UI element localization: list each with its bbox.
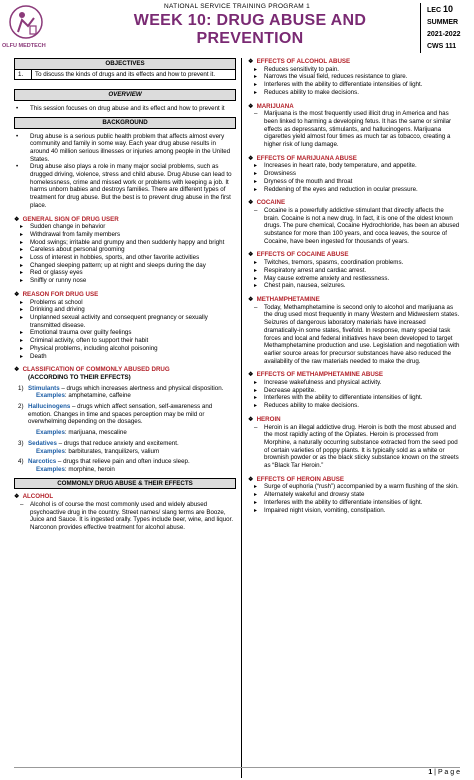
lecture-meta bbox=[420, 3, 460, 53]
list-item: ▸ Alternately wakeful and drowsy state bbox=[248, 491, 460, 499]
list-item: – Cocaine is a powerfully addictive stimulant that directly affects the brain. Cocaine is not a new drug. In fact, it is one of the oldest known drugs. The pure chemical, Cocaine Hydrochloride, has been an abused substance for more than 100 years, and coca leaves, the source of Cocaine, have been ingested for thousands of years. bbox=[248, 207, 460, 246]
background-heading: BACKGROUND bbox=[14, 117, 236, 129]
class-example: Examples: morphine, heroin bbox=[36, 465, 115, 473]
list-item: ▸ Increases in heart rate, body temperature, and appetite. bbox=[248, 162, 460, 170]
diamond-bullet-icon: ❖ bbox=[248, 295, 254, 303]
section-list bbox=[248, 483, 460, 514]
alcohol-text: – Alcohol is of course the most commonly used and widely abused psychoactive drug in the country. Street names/ slang terms are Booze, Juice and Sauce. It is ingested orally. Types include beer, wine, and liquor. Narconon provides effective treatment for alcohol abuse. bbox=[14, 501, 236, 532]
background-item: • Drug abuse is a serious public health problem that affects almost every community and family in some way. Each year drug abuse results in around 40 million serious illnesses or injuries among people in the United States. bbox=[14, 133, 236, 164]
list-item: ▸ Unplanned sexual activity and consequent pregnancy or sexually transmitted disease. bbox=[14, 314, 236, 329]
page-header bbox=[0, 0, 474, 56]
diamond-bullet-icon: ❖ bbox=[248, 102, 254, 110]
section-list bbox=[248, 110, 460, 149]
section-heading: ❖ EFFECTS OF METHAMPHETAMINE ABUSE bbox=[248, 371, 384, 379]
school-year: 2021-2022 bbox=[427, 31, 461, 38]
objective-text: To discuss the kinds of drugs and its effects and how to prevent it. bbox=[32, 69, 236, 80]
section-heading: ❖ HEROIN bbox=[248, 415, 281, 423]
list-item: – Marijuana is the most frequently used illicit drug in America and has been linked to harming a developing fetus. It has the same or similar effects as depressants, stimulants, and hallucinogens. Marijuana cigarettes yield almost four times as much tar as tobacco, creating a higher risk of lung damage. bbox=[248, 110, 460, 149]
diamond-bullet-icon: ❖ bbox=[248, 154, 254, 162]
section-heading: ❖ EFFECTS OF HEROIN ABUSE bbox=[248, 475, 344, 483]
list-item: ▸ Sudden change in behavior bbox=[14, 223, 236, 231]
alcohol-heading: ❖ ALCOHOL bbox=[14, 493, 54, 501]
list-item: ▸ Death bbox=[14, 353, 236, 361]
term: SUMMER bbox=[427, 19, 459, 26]
list-item: ▸ Respiratory arrest and cardiac arrest. bbox=[248, 267, 460, 275]
list-item: ▸ Emotional trauma over guilty feelings bbox=[14, 329, 236, 337]
class-item: 4) Narcotics – drugs that relieve pain and often induce sleep. bbox=[18, 458, 190, 466]
right-column bbox=[248, 58, 460, 514]
objectives-heading: OBJECTIVES bbox=[15, 59, 236, 70]
list-item: ▸ Drinking and driving bbox=[14, 306, 236, 314]
section-list bbox=[248, 66, 460, 97]
class-example: Examples: marijuana, mescaline bbox=[36, 429, 127, 437]
lec-number: 10 bbox=[442, 4, 453, 14]
overview-heading: OVERVIEW bbox=[14, 89, 236, 101]
reasons-heading: ❖ REASON FOR DRUG USE bbox=[14, 290, 99, 298]
list-item: ▸ Chest pain, nausea, seizures. bbox=[248, 282, 460, 290]
list-item: ▸ Reduces ability to make decisions. bbox=[248, 402, 460, 410]
list-item: ▸ Narrows the visual field, reduces resistance to glare. bbox=[248, 73, 460, 81]
page-number: 1 | P a g e bbox=[428, 769, 460, 776]
section-list bbox=[248, 424, 460, 470]
list-item: – Today, Methamphetamine is second only to alcohol and marijuana as the drug used most frequently in many Western and Midwestern states. Seizures of dangerous laboratory materials have increased dramatically-in some states, fivefold. In response, many special task forces and local and federal initiatives have been developed to target Methamphetamine production and use. Legislation and negotiation with earlier source areas for precursor substances have also reduced the availability of the raw materials needed to make the drug. bbox=[248, 304, 460, 366]
signs-heading: ❖ GENERAL SIGN OF DRUG USER bbox=[14, 215, 119, 223]
diamond-bullet-icon: ❖ bbox=[248, 199, 254, 207]
background-item: • Drug abuse also plays a role in many major social problems, such as drugged driving, violence, stress and child abuse. Drug Abuse can lead to homelessness, crime and missed work or problems with keeping a job. It harms unborn babies and destroys families. There are different types of treatment for drug abuse. But the best is to prevent drug abuse in the first place. bbox=[14, 163, 236, 209]
class-example: Examples: barbiturates, tranquilizers, valium bbox=[36, 447, 160, 455]
list-item: ▸ Surge of euphoria (“rush”) accompanied by a warm flushing of the skin. bbox=[248, 483, 460, 491]
list-item: ▸ Twitches, tremors, spasms, coordination problems. bbox=[248, 259, 460, 267]
list-item: ▸ Sniffly or runny nose bbox=[14, 277, 236, 285]
list-item: ▸ Decrease appetite. bbox=[248, 387, 460, 395]
section-list bbox=[248, 379, 460, 410]
list-item: ▸ Careless about personal grooming bbox=[14, 246, 236, 254]
list-item: ▸ Criminal activity, often to support their habit bbox=[14, 337, 236, 345]
section-list bbox=[248, 304, 460, 366]
section-heading: ❖ EFFECTS OF ALCOHOL ABUSE bbox=[248, 58, 351, 65]
list-item: ▸ Reduces ability to make decisions. bbox=[248, 89, 460, 97]
column-divider bbox=[241, 58, 242, 778]
list-item: ▸ Withdrawal from family members bbox=[14, 231, 236, 239]
diamond-bullet-icon: ❖ bbox=[14, 366, 20, 374]
classification-heading: ❖ CLASSIFICATION OF COMMONLY ABUSED DRUG bbox=[14, 366, 170, 374]
diamond-bullet-icon: ❖ bbox=[14, 493, 20, 501]
list-item: ▸ Changed sleeping pattern; up at night and sleeps during the day bbox=[14, 262, 236, 270]
program-name: NATIONAL SERVICE TRAINING PROGRAM 1 bbox=[163, 3, 311, 10]
list-item: ▸ Interferes with the ability to differentiate intensities of light. bbox=[248, 499, 460, 507]
signs-list bbox=[14, 223, 236, 285]
lec-label: LEC bbox=[427, 7, 441, 14]
reasons-list bbox=[14, 299, 236, 361]
section-heading: ❖ METHAMPHETAMINE bbox=[248, 295, 320, 303]
title-line-2: PREVENTION bbox=[196, 30, 304, 47]
diamond-bullet-icon: ❖ bbox=[248, 251, 254, 259]
class-item: 1) Stimulants – drugs which increases alertness and physical disposition. bbox=[18, 384, 224, 392]
list-item: ▸ Loss of interest in hobbies, sports, and other favorite activities bbox=[14, 254, 236, 262]
list-item: ▸ Increase wakefulness and physical activity. bbox=[248, 379, 460, 387]
section-heading: ❖ MARIJUANA bbox=[248, 102, 294, 110]
common-drugs-heading: COMMONLY DRUG ABUSE & THEIR EFFECTS bbox=[14, 478, 236, 490]
diamond-bullet-icon: ❖ bbox=[14, 215, 20, 223]
logo-text: OLFU MEDTECH bbox=[2, 43, 46, 49]
diamond-bullet-icon: ❖ bbox=[248, 371, 254, 379]
list-item: ▸ Interferes with the ability to differentiate intensities of light. bbox=[248, 81, 460, 89]
diamond-bullet-icon: ❖ bbox=[248, 475, 254, 483]
objectives-table bbox=[14, 58, 236, 80]
section-list bbox=[248, 162, 460, 193]
title-line-1: WEEK 10: DRUG ABUSE AND bbox=[133, 12, 367, 29]
list-item: ▸ Drowsiness bbox=[248, 170, 460, 178]
class-item: 2) Hallucinogens – drugs which affect sensation, self-awareness and emotion. Changes in time and spaces perception may be mild or overwhelming depending on the dosages. bbox=[18, 403, 213, 426]
list-item: ▸ Dryness of the mouth and throat bbox=[248, 178, 460, 186]
list-item: – Heroin is an illegal addictive drug. Heroin is both the most abused and the most rapidly acting of the Opiates. Heroin is processed from Morphine, a naturally occurring substance extracted from the seed pod of certain varieties of poppy plants. It is typically sold as a white or brownish powder or as the black sticky substance known on the streets as “Black Tar Heroin.” bbox=[248, 424, 460, 470]
left-column bbox=[14, 58, 236, 532]
list-item: ▸ Reddening of the eyes and reduction in ocular pressure. bbox=[248, 186, 460, 194]
diamond-bullet-icon: ❖ bbox=[248, 415, 254, 423]
class-example: Examples: amphetamine, caffeine bbox=[36, 392, 131, 400]
list-item: ▸ Problems at school bbox=[14, 299, 236, 307]
list-item: ▸ Reduces sensitivity to pain. bbox=[248, 66, 460, 74]
list-item: ▸ Mood swings; irritable and grumpy and then suddenly happy and bright bbox=[14, 239, 236, 247]
diamond-bullet-icon: ❖ bbox=[248, 58, 254, 65]
course-code: CWS 111 bbox=[427, 43, 457, 50]
class-item: 3) Sedatives – drugs that reduce anxiety and excitement. bbox=[18, 439, 179, 447]
list-item: ▸ Interferes with the ability to differentiate intensities of light. bbox=[248, 394, 460, 402]
section-heading: ❖ EFFECTS OF COCAINE ABUSE bbox=[248, 251, 349, 259]
diamond-bullet-icon: ❖ bbox=[14, 290, 20, 298]
list-item: ▸ Physical problems, including alcohol poisoning bbox=[14, 345, 236, 353]
list-item: ▸ Red or glassy eyes bbox=[14, 269, 236, 277]
objective-number: 1. bbox=[15, 69, 32, 80]
section-list bbox=[248, 259, 460, 290]
classification-subheading: (ACCORDING TO THEIR EFFECTS) bbox=[28, 373, 131, 381]
overview-text: • This session focuses on drug abuse and its effect and how to prevent it bbox=[14, 105, 236, 113]
list-item: ▸ Impaired night vision, vomiting, constipation. bbox=[248, 507, 460, 515]
list-item: ▸ May cause extreme anxiety and restlessness. bbox=[248, 275, 460, 283]
section-list bbox=[248, 207, 460, 246]
page-title bbox=[100, 12, 400, 48]
section-heading: ❖ COCAINE bbox=[248, 199, 286, 207]
footer-divider bbox=[14, 767, 460, 768]
section-heading: ❖ EFFECTS OF MARIJUANA ABUSE bbox=[248, 154, 357, 162]
